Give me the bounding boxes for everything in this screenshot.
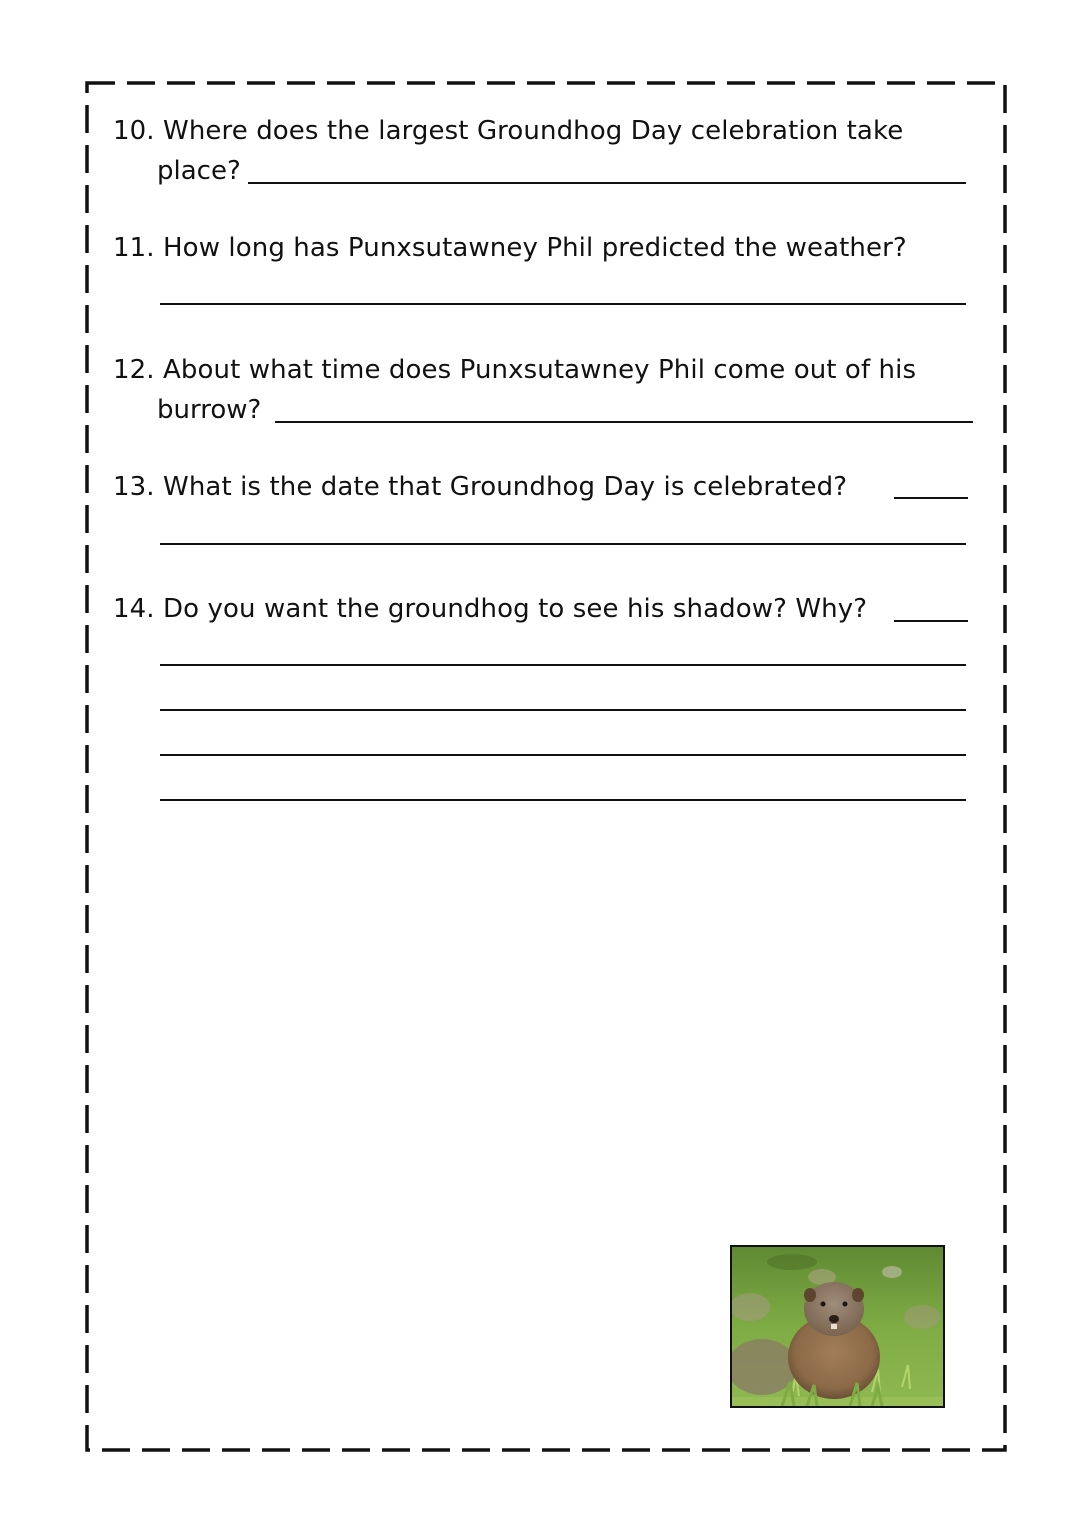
question-text: What is the date that Groundhog Day is celebrated? [163,472,848,502]
answer-line-11[interactable] [160,303,966,305]
question-11 [113,228,907,268]
question-10 [113,111,903,151]
question-number: 10. [113,116,155,146]
question-number: 12. [113,355,155,385]
answer-line-13[interactable] [160,543,966,545]
question-12-continuation: burrow? [157,395,262,425]
question-10-continuation: place? [157,156,241,186]
answer-line-14-3[interactable] [160,754,966,756]
answer-line-12[interactable] [275,421,973,423]
groundhog-photo [730,1245,945,1408]
question-text: About what time does Punxsutawney Phil come out of his [163,355,917,385]
groundhog-image [732,1247,943,1406]
answer-line-14-short[interactable] [894,620,968,622]
answer-line-13-short[interactable] [894,497,968,499]
question-text: Where does the largest Groundhog Day celebration take [163,116,904,146]
answer-line-14-2[interactable] [160,709,966,711]
question-number: 11. [113,233,155,263]
question-number: 13. [113,472,155,502]
question-13 [113,467,847,507]
question-text: Do you want the groundhog to see his shadow? Why? [163,594,868,624]
answer-line-14-4[interactable] [160,799,966,801]
question-12 [113,350,916,390]
question-text: How long has Punxsutawney Phil predicted the weather? [163,233,907,263]
question-14 [113,589,867,629]
answer-line-10[interactable] [248,182,966,184]
answer-line-14-1[interactable] [160,664,966,666]
question-number: 14. [113,594,155,624]
